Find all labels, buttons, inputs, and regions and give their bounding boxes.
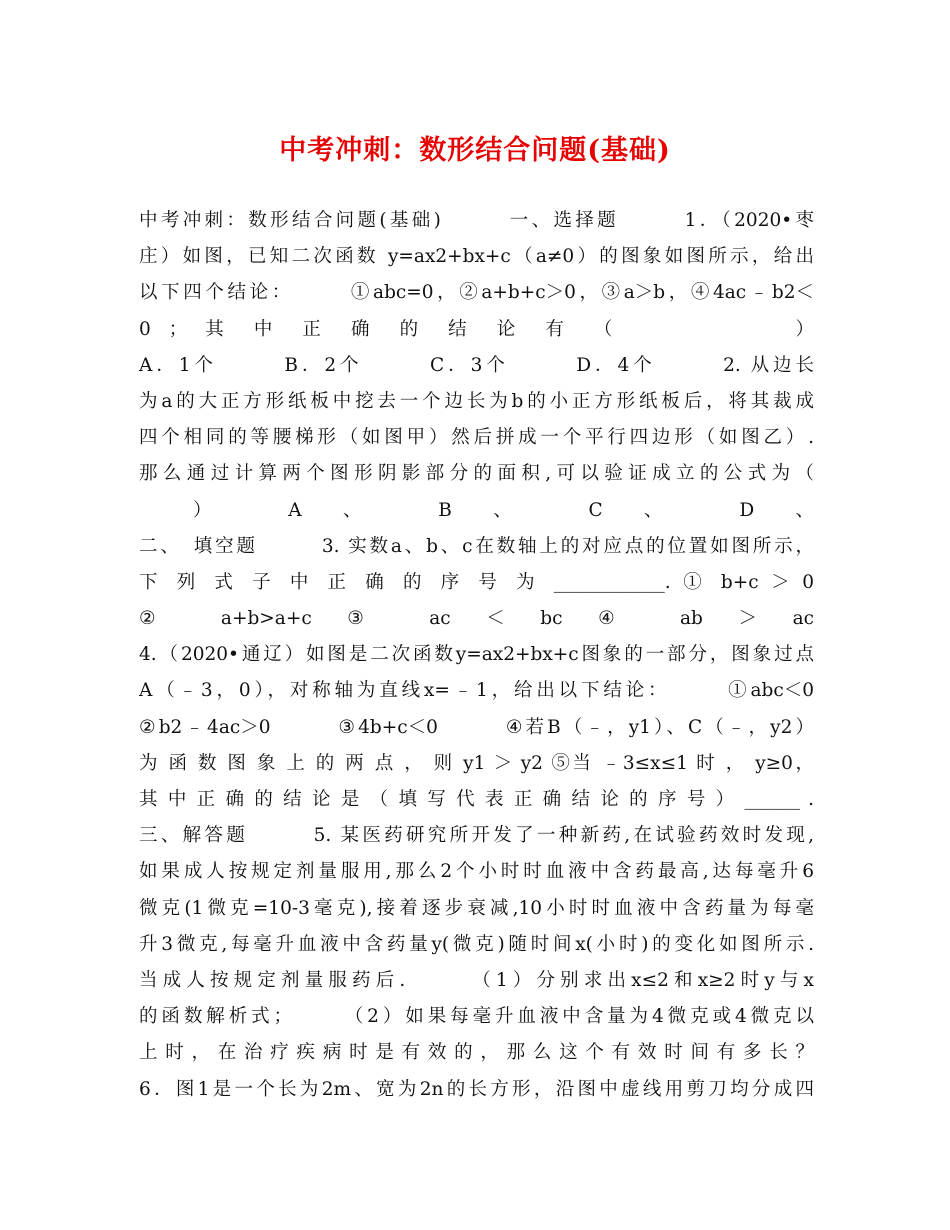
text-line: 中考冲刺：数形结合问题(基础) 一、选择题 1．（2020•枣 bbox=[139, 210, 814, 231]
text-line: 三、解答题 5. 某医药研究所开发了一种新药,在试验药效时发现, bbox=[139, 825, 814, 847]
text-line: 上 时 ， 在 治 疗 疾 病 时 是 有 效 的 ， 那 么 这 个 有 效 时 间 有 多 长 ？ bbox=[139, 1042, 814, 1064]
text-line: ② a+b>a+c ③ ac ＜ bc ④ ab ＞ ac bbox=[139, 608, 814, 630]
text-line: 如果成人按规定剂量服用,那么2个小时时血液中含药最高,达每毫升6 bbox=[139, 861, 814, 883]
text-line: 下 列 式 子 中 正 确 的 序 号 为 ____________. ① b+c ＞ 0 bbox=[139, 571, 814, 593]
text-line: 为 函 数 图 象 上 的 两 点 ， 则 y1 ＞ y2 ⑤当 ﹣3≤x≤1 时 ， y≥0， bbox=[139, 752, 814, 774]
text-line: 四个相同的等腰梯形（如图甲）然后拼成一个平行四边形（如图乙）. bbox=[139, 427, 814, 449]
text-line: 升3微克,每毫升血液中含药量y(微克)随时间x(小时)的变化如图所示. bbox=[139, 933, 814, 955]
text-line: 的函数解析式； （2）如果每毫升血液中含量为4微克或4微克以 bbox=[139, 1006, 814, 1028]
text-line: 0 ； 其 中 正 确 的 结 论 有 （ ） bbox=[139, 318, 814, 340]
text-line: 当成人按规定剂量服药后. （1）分别求出x≤2和x≥2时y与x bbox=[139, 969, 814, 991]
text-line: ②b2﹣4ac＞0 ③4b+c＜0 ④若B（﹣，y1）、C（﹣，y2） bbox=[139, 716, 814, 738]
text-line: 6．图1是一个长为2m、宽为2n的长方形，沿图中虚线用剪刀均分成四 bbox=[139, 1078, 814, 1100]
text-line: 二、 填空题 3. 实数a、b、c在数轴上的对应点的位置如图所示， bbox=[139, 535, 814, 557]
text-line: A（﹣3，0），对称轴为直线x=﹣1，给出以下结论： ①abc＜0 bbox=[139, 680, 814, 702]
text-line: 那么通过计算两个图形阴影部分的面积,可以验证成立的公式为（ bbox=[139, 463, 814, 485]
text-line: 其 中 正 确 的 结 论 是 （ 填 写 代 表 正 确 结 论 的 序 号 ） ______ . bbox=[139, 789, 814, 810]
text-line: A．1个 B．2个 C．3个 D．4个 2. 从边长 bbox=[139, 354, 814, 376]
document-body bbox=[139, 206, 814, 1111]
text-line: 以下四个结论： ①abc=0，②a+b+c＞0，③a＞b，④4ac﹣b2＜ bbox=[139, 282, 814, 304]
text-line: 微克(1微克=10-3毫克),接着逐步衰减,10小时时血液中含药量为每毫 bbox=[139, 897, 814, 919]
text-line: 4.（2020•通辽）如图是二次函数y=ax2+bx+c图象的一部分，图象过点 bbox=[139, 644, 814, 666]
text-line: 庄）如图，已知二次函数 y=ax2+bx+c（a≠0）的图象如图所示，给出 bbox=[139, 246, 814, 268]
text-line: ） A 、 B 、 C 、 D 、 bbox=[139, 499, 814, 521]
text-line: 为a的大正方形纸板中挖去一个边长为b的小正方形纸板后，将其裁成 bbox=[139, 390, 814, 412]
document-title: 中考冲刺：数形结合问题(基础) bbox=[279, 135, 671, 166]
